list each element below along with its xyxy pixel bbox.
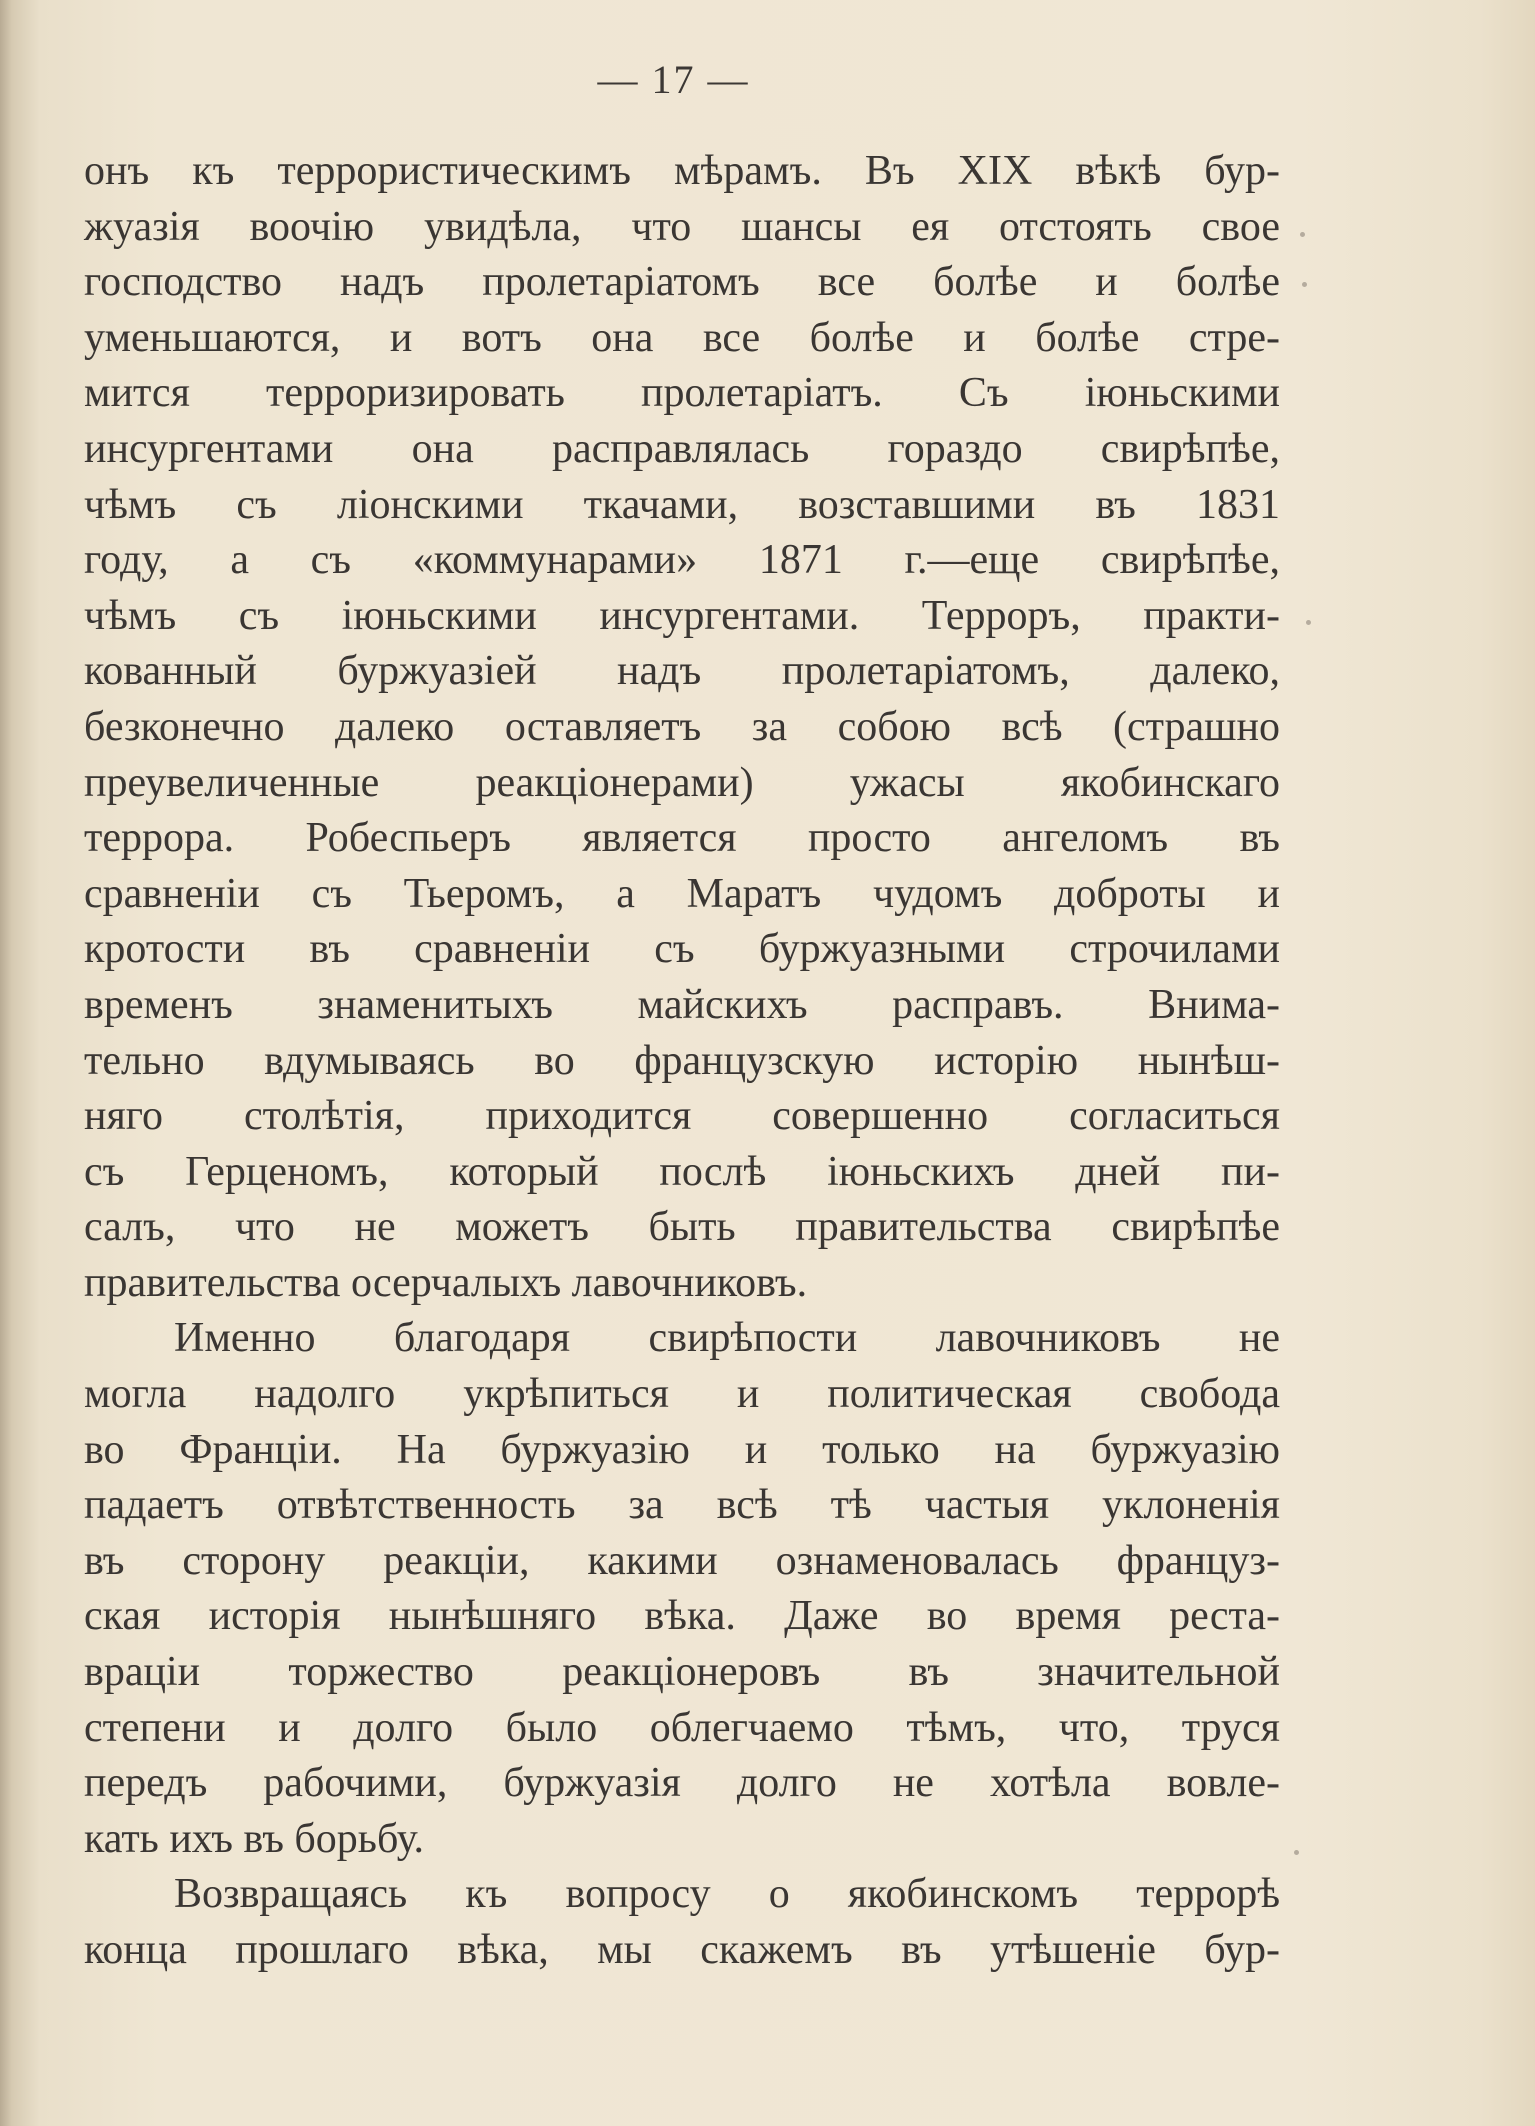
text-line: съ Герценомъ, который послѣ іюньскихъ дней пи-	[84, 1148, 1280, 1195]
text-line: салъ, что не можетъ быть правительства свирѣпѣе	[84, 1204, 1280, 1251]
text-line: въ сторону реакціи, какими ознаменовалась француз-	[84, 1537, 1280, 1584]
text-line: тельно вдумываясь во французскую исторію нынѣш-	[84, 1037, 1280, 1084]
text-line: жуазія воочію увидѣла, что шансы ея отстоять свое	[84, 203, 1280, 250]
text-line: инсургентами она расправлялась гораздо свирѣпѣе,	[84, 425, 1280, 472]
text-line: конца прошлаго вѣка, мы скажемъ въ утѣшеніе бур-	[84, 1927, 1280, 1973]
text-line: во Франціи. На буржуазію и только на буржуазію	[84, 1426, 1280, 1473]
text-line: уменьшаются, и вотъ она все болѣе и болѣе стре-	[84, 314, 1280, 361]
text-line: враціи торжество реакціонеровъ въ значительной	[84, 1649, 1280, 1696]
text-line: степени и долго было облегчаемо тѣмъ, что, труся	[84, 1704, 1280, 1751]
paragraph-end-line: правительства осерчалыхъ лавочниковъ.	[84, 1259, 808, 1306]
text-line: кротости въ сравненіи съ буржуазными строчилами	[84, 926, 1280, 973]
paragraph-start-line: Возвращаясь къ вопросу о якобинскомъ террорѣ	[174, 1871, 1280, 1918]
paper-speck	[1294, 1850, 1299, 1855]
text-line: могла надолго укрѣпиться и политическая свобода	[84, 1371, 1280, 1418]
text-line: мится терроризировать пролетаріатъ. Съ іюньскими	[84, 370, 1280, 417]
text-line: няго столѣтія, приходится совершенно согласиться	[84, 1093, 1280, 1140]
text-line: террора. Робеспьеръ является просто ангеломъ въ	[84, 815, 1280, 862]
text-line: падаетъ отвѣтственность за всѣ тѣ частыя уклоненія	[84, 1482, 1280, 1529]
paragraph-end-line: кать ихъ въ борьбу.	[84, 1815, 425, 1862]
text-line: ская исторія нынѣшняго вѣка. Даже во время реста-	[84, 1593, 1280, 1640]
body-text	[84, 144, 1280, 1979]
paper-speck	[1306, 620, 1311, 625]
text-line: году, а съ «коммунарами» 1871 г.—еще свирѣпѣе,	[84, 537, 1280, 584]
text-line: онъ къ террористическимъ мѣрамъ. Въ XIX вѣкѣ бур-	[84, 148, 1280, 194]
text-line: господство надъ пролетаріатомъ все болѣе и болѣе	[84, 259, 1280, 306]
text-line: чѣмъ съ ліонскими ткачами, возставшими въ 1831	[84, 481, 1280, 528]
text-line: чѣмъ съ іюньскими инсургентами. Терроръ, практи-	[84, 592, 1280, 639]
text-line: безконечно далеко оставляетъ за собою всѣ (страшно	[84, 703, 1280, 750]
paper-speck	[1300, 232, 1305, 237]
text-line: временъ знаменитыхъ майскихъ расправъ. Внима-	[84, 981, 1280, 1028]
paper-speck	[1302, 282, 1307, 287]
text-line: сравненіи съ Тьеромъ, а Маратъ чудомъ доброты и	[84, 870, 1280, 917]
paragraph-start-line: Именно благодаря свирѣпости лавочниковъ не	[174, 1315, 1280, 1362]
text-line: преувеличенные реакціонерами) ужасы якобинскаго	[84, 759, 1280, 806]
text-line: передъ рабочими, буржуазія долго не хотѣла вовле-	[84, 1760, 1280, 1807]
page-number: — 17 —	[597, 57, 750, 102]
text-line: кованный буржуазіей надъ пролетаріатомъ, далеко,	[84, 648, 1280, 695]
